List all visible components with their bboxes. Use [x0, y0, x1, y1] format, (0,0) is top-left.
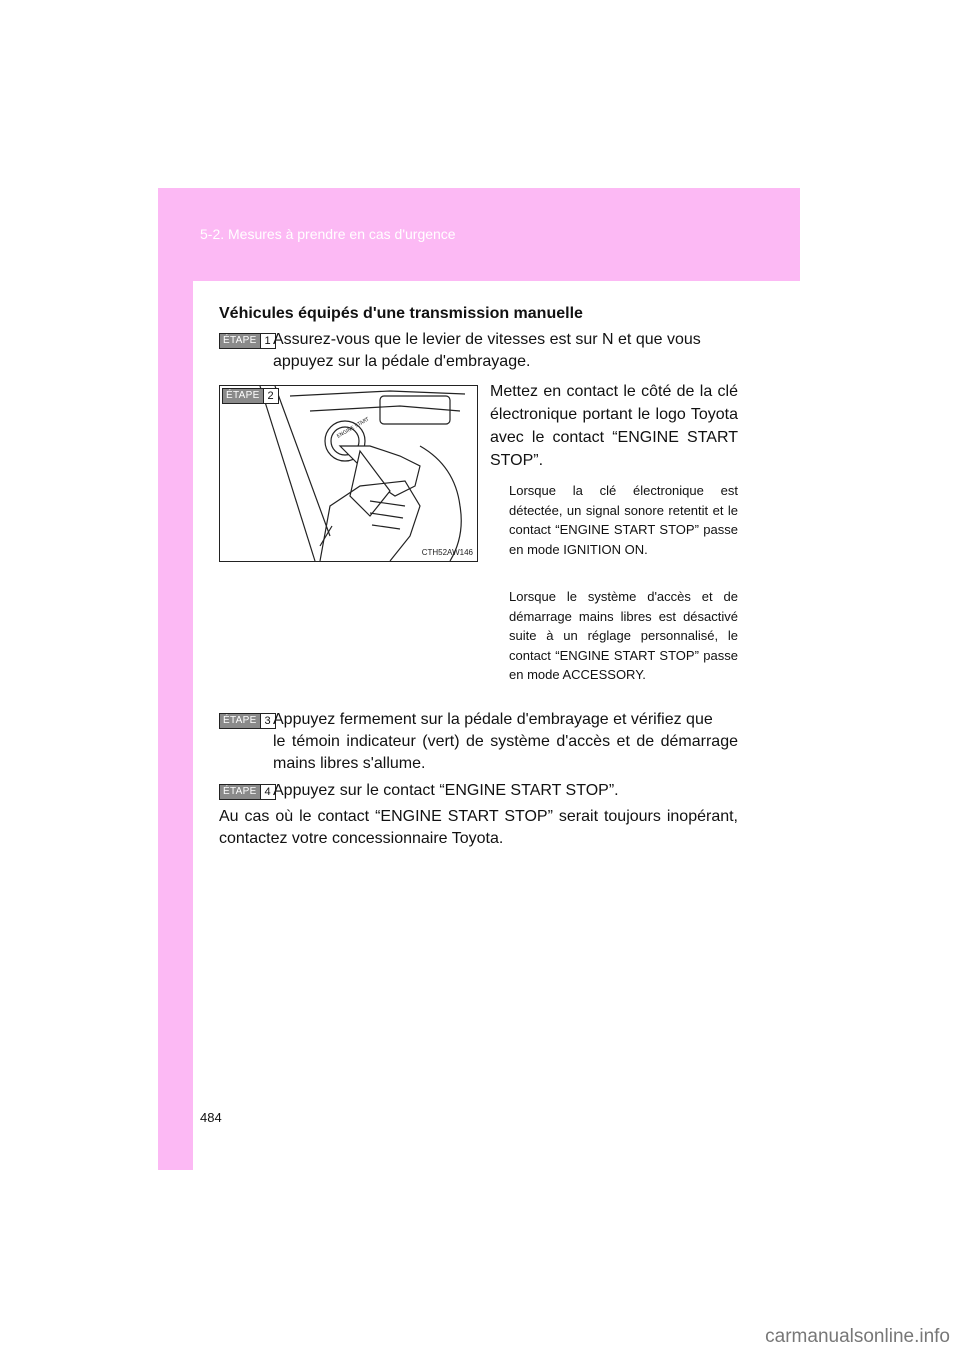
step-1-text	[219, 329, 738, 373]
illustration-key-touch-button	[219, 385, 478, 562]
page-number: 484	[200, 1110, 222, 1125]
note-2: Lorsque le système d'accès et de démarrage mains libres est désactivé suite à un réglage personnalisé, le contact “ENGINE START STOP” passe en mode ACCESSORY.	[509, 589, 738, 682]
engine-start-button-label: ENGINE START	[336, 416, 371, 440]
step-badge-label: ÉTAPE	[220, 334, 260, 348]
step-3-text	[219, 709, 738, 775]
step-1-line1: Assurez-vous que le levier de vitesses est sur N et que vous	[273, 331, 701, 348]
subheading: Véhicules équipés d'une transmission manuelle	[219, 305, 583, 322]
figure-code: CTH52AW146	[421, 548, 473, 557]
step-2-text: Mettez en contact le côté de la clé électronique portant le logo Toyota avec le contact “ENGINE START STOP”.	[490, 383, 738, 469]
step-badge-label: ÉTAPE	[220, 785, 260, 799]
step-badge-2	[222, 388, 279, 404]
hand-key-illustration	[220, 386, 477, 561]
step-3-line2: le témoin indicateur (vert) de système d'accès et de démarrage mains libres s'allume.	[273, 733, 738, 772]
section-title: 5-2. Mesures à prendre en cas d'urgence	[200, 226, 456, 242]
side-tab-strip	[158, 188, 193, 1170]
closing-paragraph: Au cas où le contact “ENGINE START STOP” serait toujours inopérant, contactez votre concessionnaire Toyota.	[219, 808, 738, 847]
watermark: carmanualsonline.info	[765, 1326, 950, 1347]
step-badge-number: 2	[263, 389, 278, 403]
step-badge-label: ÉTAPE	[220, 714, 260, 728]
step-badge-label: ÉTAPE	[223, 389, 263, 403]
step-4-text	[219, 780, 738, 802]
step-4-line1: Appuyez sur le contact “ENGINE START STOP”.	[273, 782, 619, 799]
step-badge-number: 3	[260, 714, 275, 728]
step-badge-number: 4	[260, 785, 275, 799]
step-3-line1: Appuyez fermement sur la pédale d'embrayage et vérifiez que	[273, 711, 713, 728]
step-1-line2: appuyez sur la pédale d'embrayage.	[273, 353, 531, 370]
step-badge-number: 1	[260, 334, 275, 348]
note-1: Lorsque la clé électronique est détectée, un signal sonore retentit et le contact “ENGINE START STOP” passe en mode IGNITION ON.	[509, 483, 738, 557]
